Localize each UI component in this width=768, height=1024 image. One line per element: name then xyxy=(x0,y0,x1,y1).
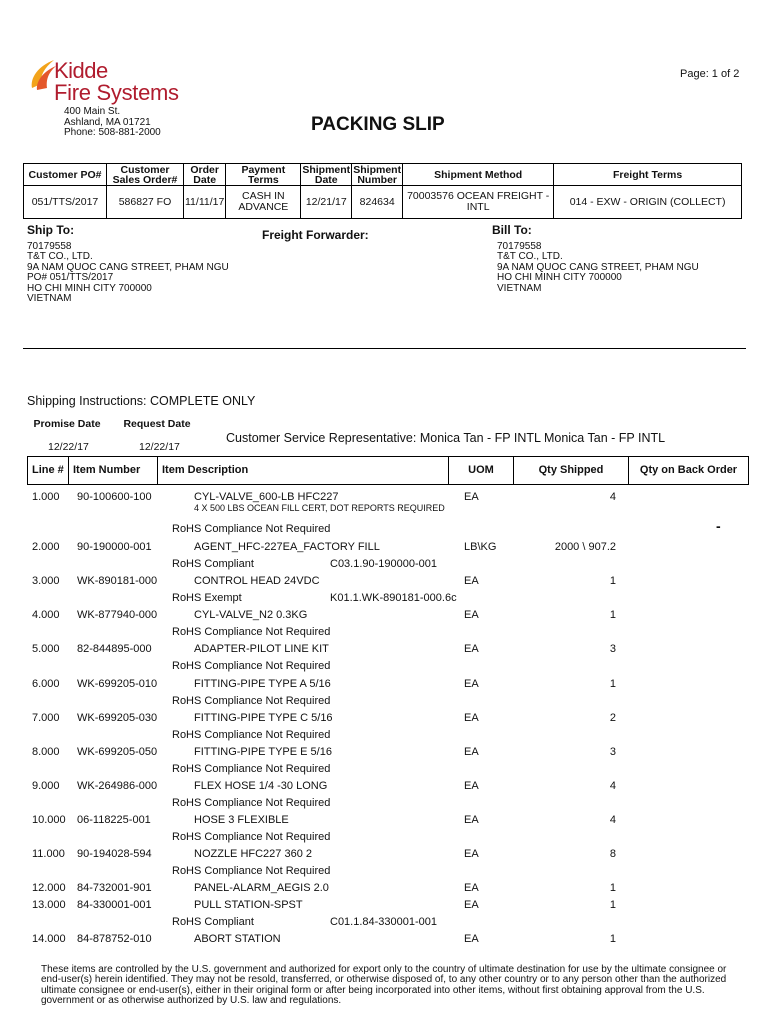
qty-shipped: 3 xyxy=(609,643,616,655)
company-address xyxy=(64,107,161,139)
uom: LB\KG xyxy=(464,541,497,553)
item-description: CYL-VALVE_N2 0.3KG xyxy=(194,609,308,621)
col-sales-order: Customer Sales Order# xyxy=(107,164,184,186)
rohs-note: RoHS Compliance Not Required xyxy=(172,695,331,707)
line-number: 6.000 xyxy=(32,678,60,690)
request-date-label: Request Date xyxy=(123,418,191,430)
sales-order: 586827 FO xyxy=(107,186,184,219)
rohs-note: RoHS Compliance Not Required xyxy=(172,523,331,535)
item-number: 90-194028-594 xyxy=(77,848,152,860)
ship-to-line: 9A NAM QUOC CANG STREET, PHAM NGU xyxy=(27,261,229,273)
line-number: 14.000 xyxy=(32,933,66,945)
address-line: 400 Main St. xyxy=(64,106,121,117)
col-payment-terms: Payment Terms xyxy=(226,164,301,186)
line-number: 13.000 xyxy=(32,899,66,911)
item-description: PANEL-ALARM_AEGIS 2.0 xyxy=(194,882,329,894)
customer-po: 051/TTS/2017 xyxy=(24,186,107,219)
qty-shipped: 1 xyxy=(609,882,616,894)
line-number: 7.000 xyxy=(32,712,60,724)
uom: EA xyxy=(464,712,479,724)
item-number: 90-100600-100 xyxy=(77,491,152,503)
line-number: 5.000 xyxy=(32,643,60,655)
item-number: WK-699205-030 xyxy=(77,712,158,724)
page-number: Page: 1 of 2 xyxy=(680,68,740,80)
col-customer-po: Customer PO# xyxy=(24,164,107,186)
uom: EA xyxy=(464,848,479,860)
uom: EA xyxy=(464,780,479,792)
rohs-note: RoHS Compliance Not Required xyxy=(172,865,331,877)
customer-service-rep: Customer Service Representative: Monica Tan - FP INTL Monica Tan - FP INTL xyxy=(226,431,666,445)
item-number: 84-732001-901 xyxy=(77,882,152,894)
uom: EA xyxy=(464,678,479,690)
bill-to-label: Bill To: xyxy=(492,223,532,237)
uom: EA xyxy=(464,746,479,758)
rohs-note: RoHS Compliance Not Required xyxy=(172,660,331,672)
line-number: 10.000 xyxy=(32,814,66,826)
uom: EA xyxy=(464,575,479,587)
item-description: NOZZLE HFC227 360 2 xyxy=(194,848,312,860)
line-number: 9.000 xyxy=(32,780,60,792)
uom: EA xyxy=(464,882,479,894)
line-number: 12.000 xyxy=(32,882,66,894)
col-item-number: Item Number xyxy=(69,457,158,485)
item-description: PULL STATION-SPST xyxy=(194,899,303,911)
company-phone: Phone: 508-881-2000 xyxy=(64,127,161,138)
col-freight-terms: Freight Terms xyxy=(554,164,742,186)
export-control-notice: These items are controlled by the U.S. government and authorized for export only to the country of ultimate destination for use by the ultimate consignee or end-user(s) herein identified. They may not be resold, transferred, or otherwise disposed of, to any other country or to any person other than the authorized ultimate consignee or end-user(s), either in their original form or after being incorporated into other items, without first obtaining approval from the U.S. government or as otherwise authorized by U.S. law and regulations. xyxy=(41,964,727,1007)
dash-mark: - xyxy=(716,518,721,534)
item-description: FITTING-PIPE TYPE C 5/16 xyxy=(194,712,333,724)
company-name: Kidde xyxy=(54,58,108,83)
item-description: FITTING-PIPE TYPE A 5/16 xyxy=(194,678,331,690)
order-header-table xyxy=(23,163,742,219)
qty-shipped: 1 xyxy=(609,609,616,621)
request-date: 12/22/17 xyxy=(139,441,180,453)
order-date: 11/11/17 xyxy=(184,186,226,219)
line-number: 2.000 xyxy=(32,541,60,553)
rohs-note: RoHS Compliance Not Required xyxy=(172,831,331,843)
uom: EA xyxy=(464,491,479,503)
bill-to-line: T&T CO., LTD. xyxy=(497,251,563,263)
line-number: 4.000 xyxy=(32,609,60,621)
ship-to-address xyxy=(27,242,229,304)
col-uom: UOM xyxy=(449,457,514,485)
item-description: CONTROL HEAD 24VDC xyxy=(194,575,320,587)
qty-shipped: 4 xyxy=(609,814,616,826)
ship-to-label: Ship To: xyxy=(27,223,75,237)
rohs-note: RoHS Compliance Not Required xyxy=(172,763,331,775)
col-qty-shipped: Qty Shipped xyxy=(514,457,629,485)
qty-shipped: 1 xyxy=(609,575,616,587)
shipment-method: 70003576 OCEAN FREIGHT - INTL xyxy=(403,186,554,219)
uom: EA xyxy=(464,899,479,911)
uom: EA xyxy=(464,933,479,945)
col-item-description: Item Description xyxy=(158,457,449,485)
item-description: AGENT_HFC-227EA_FACTORY FILL xyxy=(194,541,380,553)
promise-date: 12/22/17 xyxy=(48,441,89,453)
rohs-note: RoHS Compliance Not Required xyxy=(172,797,331,809)
item-subnote: 4 X 500 LBS OCEAN FILL CERT, DOT REPORTS REQUIRED xyxy=(194,503,445,513)
shipment-number: 824634 xyxy=(352,186,403,219)
item-description: CYL-VALVE_600-LB HFC227 xyxy=(194,491,339,503)
qty-shipped: 1 xyxy=(609,933,616,945)
line-items-header xyxy=(27,456,749,485)
item-description: FLEX HOSE 1/4 -30 LONG xyxy=(194,780,328,792)
qty-shipped: 4 xyxy=(609,491,616,503)
col-shipment-date: Shipment Date xyxy=(302,163,351,186)
qty-shipped: 4 xyxy=(609,780,616,792)
item-description: HOSE 3 FLEXIBLE xyxy=(194,814,289,826)
section-divider xyxy=(23,348,746,349)
address-line: Ashland, MA 01721 xyxy=(64,116,151,128)
rohs-note: RoHS Compliance Not Required xyxy=(172,729,331,741)
document-title: PACKING SLIP xyxy=(311,114,445,135)
qty-shipped: 3 xyxy=(609,746,616,758)
shipping-instructions: Shipping Instructions: COMPLETE ONLY xyxy=(27,394,256,408)
col-shipment-method: Shipment Method xyxy=(403,164,554,186)
item-number: 06-118225-001 xyxy=(77,814,151,826)
rohs-code: K01.1.WK-890181-000.6c xyxy=(330,592,457,604)
line-number: 11.000 xyxy=(32,848,65,860)
ship-to-line: PO# 051/TTS/2017 xyxy=(27,272,114,284)
payment-terms: CASH IN ADVANCE xyxy=(226,186,301,219)
line-number: 3.000 xyxy=(32,575,60,587)
shipment-date: 12/21/17 xyxy=(301,186,352,219)
uom: EA xyxy=(464,643,479,655)
bill-to-address xyxy=(497,242,699,294)
uom: EA xyxy=(464,814,479,826)
item-number: WK-699205-050 xyxy=(77,746,158,758)
rohs-note: RoHS Compliance Not Required xyxy=(172,626,331,638)
freight-terms: 014 - EXW - ORIGIN (COLLECT) xyxy=(554,186,742,219)
col-order-date: Order Date xyxy=(184,164,226,186)
col-line-number: Line # xyxy=(28,457,69,485)
qty-shipped: 8 xyxy=(609,848,616,860)
rohs-code: C03.1.90-190000-001 xyxy=(330,558,438,570)
item-description: ABORT STATION xyxy=(194,933,281,945)
bill-to-line: HO CHI MINH CITY 700000 xyxy=(497,272,622,284)
qty-shipped: 1 xyxy=(609,678,616,690)
bill-to-line: 9A NAM QUOC CANG STREET, PHAM NGU xyxy=(497,261,699,273)
ship-to-line: T&T CO., LTD. xyxy=(27,251,93,263)
uom: EA xyxy=(464,609,479,621)
rohs-note: RoHS Compliant xyxy=(172,558,254,570)
item-number: 84-330001-001 xyxy=(77,899,152,911)
freight-forwarder-label: Freight Forwarder: xyxy=(262,228,369,242)
ship-to-line: HO CHI MINH CITY 700000 xyxy=(27,282,152,294)
company-division: Fire Systems xyxy=(54,80,179,105)
item-number: WK-699205-010 xyxy=(77,678,158,690)
item-description: FITTING-PIPE TYPE E 5/16 xyxy=(194,746,332,758)
item-number: WK-877940-000 xyxy=(77,609,158,621)
qty-shipped: 2000 \ 907.2 xyxy=(554,541,616,553)
bill-to-line: 70179558 xyxy=(497,241,542,252)
col-qty-back-order: Qty on Back Order xyxy=(629,457,749,485)
ship-to-line: VIETNAM xyxy=(27,293,72,305)
item-number: WK-890181-000 xyxy=(77,575,158,587)
qty-shipped: 1 xyxy=(609,899,616,911)
rohs-note: RoHS Exempt xyxy=(172,592,242,604)
bill-to-line: VIETNAM xyxy=(497,282,542,294)
line-number: 1.000 xyxy=(32,491,60,503)
item-description: ADAPTER-PILOT LINE KIT xyxy=(194,643,329,655)
item-number: 82-844895-000 xyxy=(77,643,152,655)
rohs-note: RoHS Compliant xyxy=(172,916,254,928)
line-number: 8.000 xyxy=(32,746,60,758)
ship-to-line: 70179558 xyxy=(27,241,72,252)
item-number: 84-878752-010 xyxy=(77,933,152,945)
qty-shipped: 2 xyxy=(609,712,616,724)
col-shipment-number: Shipment Number xyxy=(353,163,402,186)
item-number: WK-264986-000 xyxy=(77,780,158,792)
rohs-code: C01.1.84-330001-001 xyxy=(330,916,438,928)
promise-date-label: Promise Date xyxy=(33,418,101,430)
item-number: 90-190000-001 xyxy=(77,541,152,553)
